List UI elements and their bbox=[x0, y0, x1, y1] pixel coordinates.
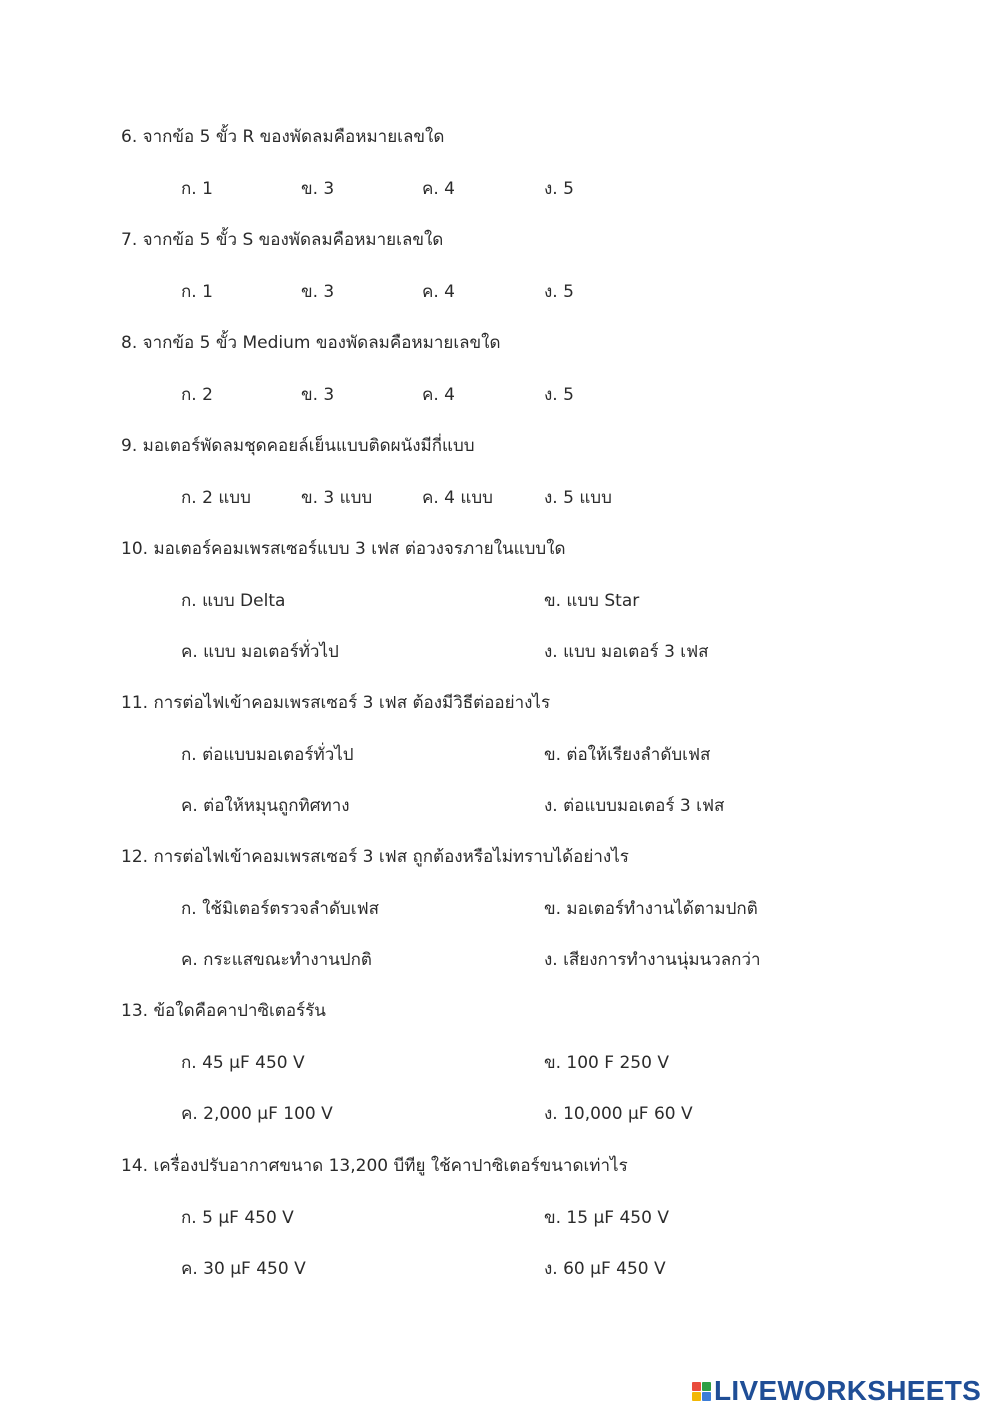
question-12: 12. การต่อไฟเข้าคอมเพรสเซอร์ 3 เฟส ถูกต้องหรือไม่ทราบได้อย่างไร bbox=[121, 847, 629, 867]
question-9-option-a[interactable]: ก. 2 แบบ bbox=[181, 488, 251, 508]
question-8-option-c[interactable]: ค. 4 bbox=[422, 385, 455, 405]
question-11: 11. การต่อไฟเข้าคอมเพรสเซอร์ 3 เฟส ต้องมีวิธีต่ออย่างไร bbox=[121, 693, 551, 713]
question-7-option-a[interactable]: ก. 1 bbox=[181, 282, 213, 302]
logo-square-1 bbox=[692, 1382, 701, 1391]
liveworksheets-brand-text: LIVEWORKSHEETS bbox=[714, 1375, 982, 1406]
question-11-option-a[interactable]: ก. ต่อแบบมอเตอร์ทั่วไป bbox=[181, 745, 354, 765]
question-6-option-c[interactable]: ค. 4 bbox=[422, 179, 455, 199]
question-7-option-b[interactable]: ข. 3 bbox=[301, 282, 335, 302]
question-14-option-b[interactable]: ข. 15 μF 450 V bbox=[544, 1208, 669, 1228]
liveworksheets-logo-icon bbox=[692, 1382, 711, 1401]
question-13-option-a[interactable]: ก. 45 μF 450 V bbox=[181, 1053, 305, 1073]
question-8: 8. จากข้อ 5 ขั้ว Medium ของพัดลมคือหมายเลขใด bbox=[121, 333, 501, 353]
question-10: 10. มอเตอร์คอมเพรสเซอร์แบบ 3 เฟส ต่อวงจรภายในแบบใด bbox=[121, 539, 566, 559]
logo-square-3 bbox=[692, 1392, 701, 1401]
question-6-option-d[interactable]: ง. 5 bbox=[544, 179, 574, 199]
question-11-option-b[interactable]: ข. ต่อให้เรียงลำดับเฟส bbox=[544, 745, 711, 765]
question-13-option-b[interactable]: ข. 100 F 250 V bbox=[544, 1053, 669, 1073]
question-10-option-c[interactable]: ค. แบบ มอเตอร์ทั่วไป bbox=[181, 642, 339, 662]
question-10-option-b[interactable]: ข. แบบ Star bbox=[544, 591, 640, 611]
liveworksheets-logo[interactable] bbox=[692, 1375, 981, 1407]
question-13-option-d[interactable]: ง. 10,000 μF 60 V bbox=[544, 1104, 693, 1124]
question-12-option-d[interactable]: ง. เสียงการทำงานนุ่มนวลกว่า bbox=[544, 950, 761, 970]
question-13-option-c[interactable]: ค. 2,000 μF 100 V bbox=[181, 1104, 333, 1124]
question-14-option-c[interactable]: ค. 30 μF 450 V bbox=[181, 1259, 306, 1279]
logo-square-4 bbox=[702, 1392, 711, 1401]
question-10-option-d[interactable]: ง. แบบ มอเตอร์ 3 เฟส bbox=[544, 642, 709, 662]
question-11-option-c[interactable]: ค. ต่อให้หมุนถูกทิศทาง bbox=[181, 796, 350, 816]
question-12-option-a[interactable]: ก. ใช้มิเตอร์ตรวจลำดับเฟส bbox=[181, 899, 380, 919]
question-7-option-c[interactable]: ค. 4 bbox=[422, 282, 455, 302]
question-13: 13. ข้อใดคือคาปาซิเตอร์รัน bbox=[121, 1001, 326, 1021]
question-14-option-d[interactable]: ง. 60 μF 450 V bbox=[544, 1259, 666, 1279]
question-8-option-b[interactable]: ข. 3 bbox=[301, 385, 335, 405]
question-6-option-a[interactable]: ก. 1 bbox=[181, 179, 213, 199]
question-9-option-d[interactable]: ง. 5 แบบ bbox=[544, 488, 612, 508]
question-6-option-b[interactable]: ข. 3 bbox=[301, 179, 335, 199]
question-7: 7. จากข้อ 5 ขั้ว S ของพัดลมคือหมายเลขใด bbox=[121, 230, 444, 250]
question-12-option-b[interactable]: ข. มอเตอร์ทำงานได้ตามปกติ bbox=[544, 899, 758, 919]
question-8-option-d[interactable]: ง. 5 bbox=[544, 385, 574, 405]
question-8-option-a[interactable]: ก. 2 bbox=[181, 385, 213, 405]
question-6: 6. จากข้อ 5 ขั้ว R ของพัดลมคือหมายเลขใด bbox=[121, 127, 445, 147]
question-7-option-d[interactable]: ง. 5 bbox=[544, 282, 574, 302]
question-11-option-d[interactable]: ง. ต่อแบบมอเตอร์ 3 เฟส bbox=[544, 796, 725, 816]
logo-square-2 bbox=[702, 1382, 711, 1391]
question-12-option-c[interactable]: ค. กระแสขณะทำงานปกติ bbox=[181, 950, 372, 970]
question-9-option-b[interactable]: ข. 3 แบบ bbox=[301, 488, 373, 508]
question-9-option-c[interactable]: ค. 4 แบบ bbox=[422, 488, 493, 508]
question-14-option-a[interactable]: ก. 5 μF 450 V bbox=[181, 1208, 294, 1228]
question-9: 9. มอเตอร์พัดลมชุดคอยล์เย็นแบบติดผนังมีกี่แบบ bbox=[121, 436, 475, 456]
question-10-option-a[interactable]: ก. แบบ Delta bbox=[181, 591, 286, 611]
question-14: 14. เครื่องปรับอากาศขนาด 13,200 บีทียู ใช้คาปาซิเตอร์ขนาดเท่าไร bbox=[121, 1156, 628, 1176]
